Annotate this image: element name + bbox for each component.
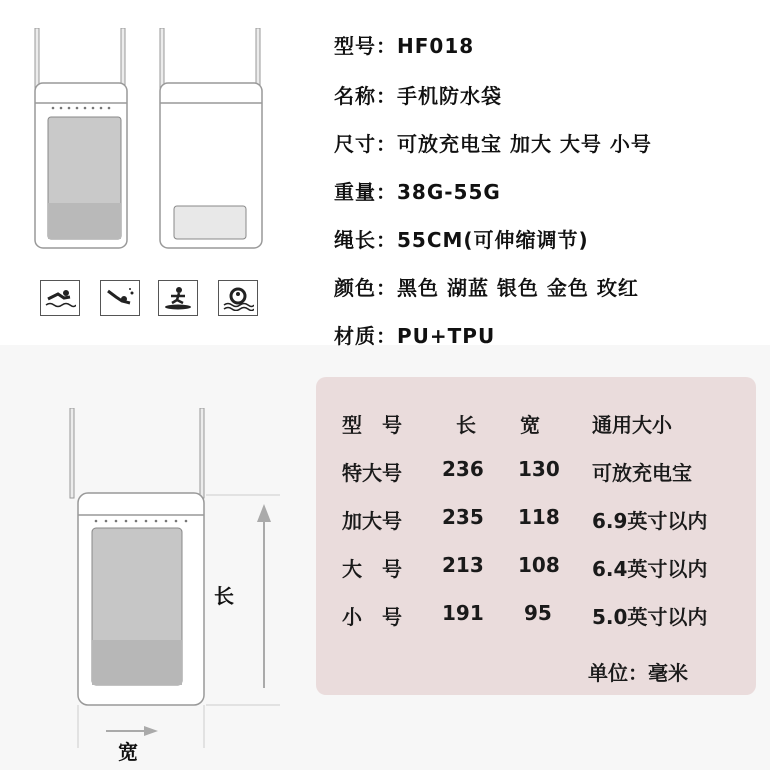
table-cell: 5.0英寸以内 (592, 605, 708, 629)
spec-size: 尺寸：可放充电宝 加大 大号 小号 (334, 132, 652, 156)
table-cell: 118 (518, 505, 560, 529)
table-cell: 6.4英寸以内 (592, 557, 708, 581)
table-cell: 191 (442, 601, 484, 625)
spec-weight: 重量：38G-55G (334, 180, 501, 204)
table-cell: 130 (518, 457, 560, 481)
table-unit-note: 单位：毫米 (588, 661, 688, 685)
table-cell: 95 (524, 601, 552, 625)
spec-colors: 颜色：黑色 湖蓝 银色 金色 玫红 (334, 276, 639, 300)
table-cell: 236 (442, 457, 484, 481)
floating-icon (218, 280, 258, 316)
table-cell: 108 (518, 553, 560, 577)
pouch-dimension-diagram (66, 408, 296, 770)
table-cell: 特大号 (342, 461, 402, 485)
table-header-fit: 通用大小 (592, 413, 672, 437)
length-label: 长 (214, 584, 234, 608)
table-header-width: 宽 (520, 413, 540, 437)
surfing-icon (158, 280, 198, 316)
pouch-front-image (33, 28, 133, 253)
width-label: 宽 (118, 740, 138, 764)
table-cell: 213 (442, 553, 484, 577)
diving-icon (100, 280, 140, 316)
spec-cord-length: 绳长：55CM(可伸缩调节) (334, 228, 589, 252)
table-cell: 大 号 (342, 557, 402, 581)
table-header-model: 型 号 (342, 413, 402, 437)
swimming-icon (40, 280, 80, 316)
size-table (316, 377, 756, 695)
spec-name: 名称：手机防水袋 (334, 84, 502, 108)
table-header-length: 长 (456, 413, 476, 437)
pouch-back-image (158, 28, 268, 253)
spec-material: 材质：PU+TPU (334, 324, 496, 348)
table-cell: 6.9英寸以内 (592, 509, 708, 533)
spec-model: 型号：HF018 (334, 34, 475, 58)
table-cell: 加大号 (342, 509, 402, 533)
table-cell: 小 号 (342, 605, 402, 629)
table-cell: 235 (442, 505, 484, 529)
table-cell: 可放充电宝 (592, 461, 692, 485)
